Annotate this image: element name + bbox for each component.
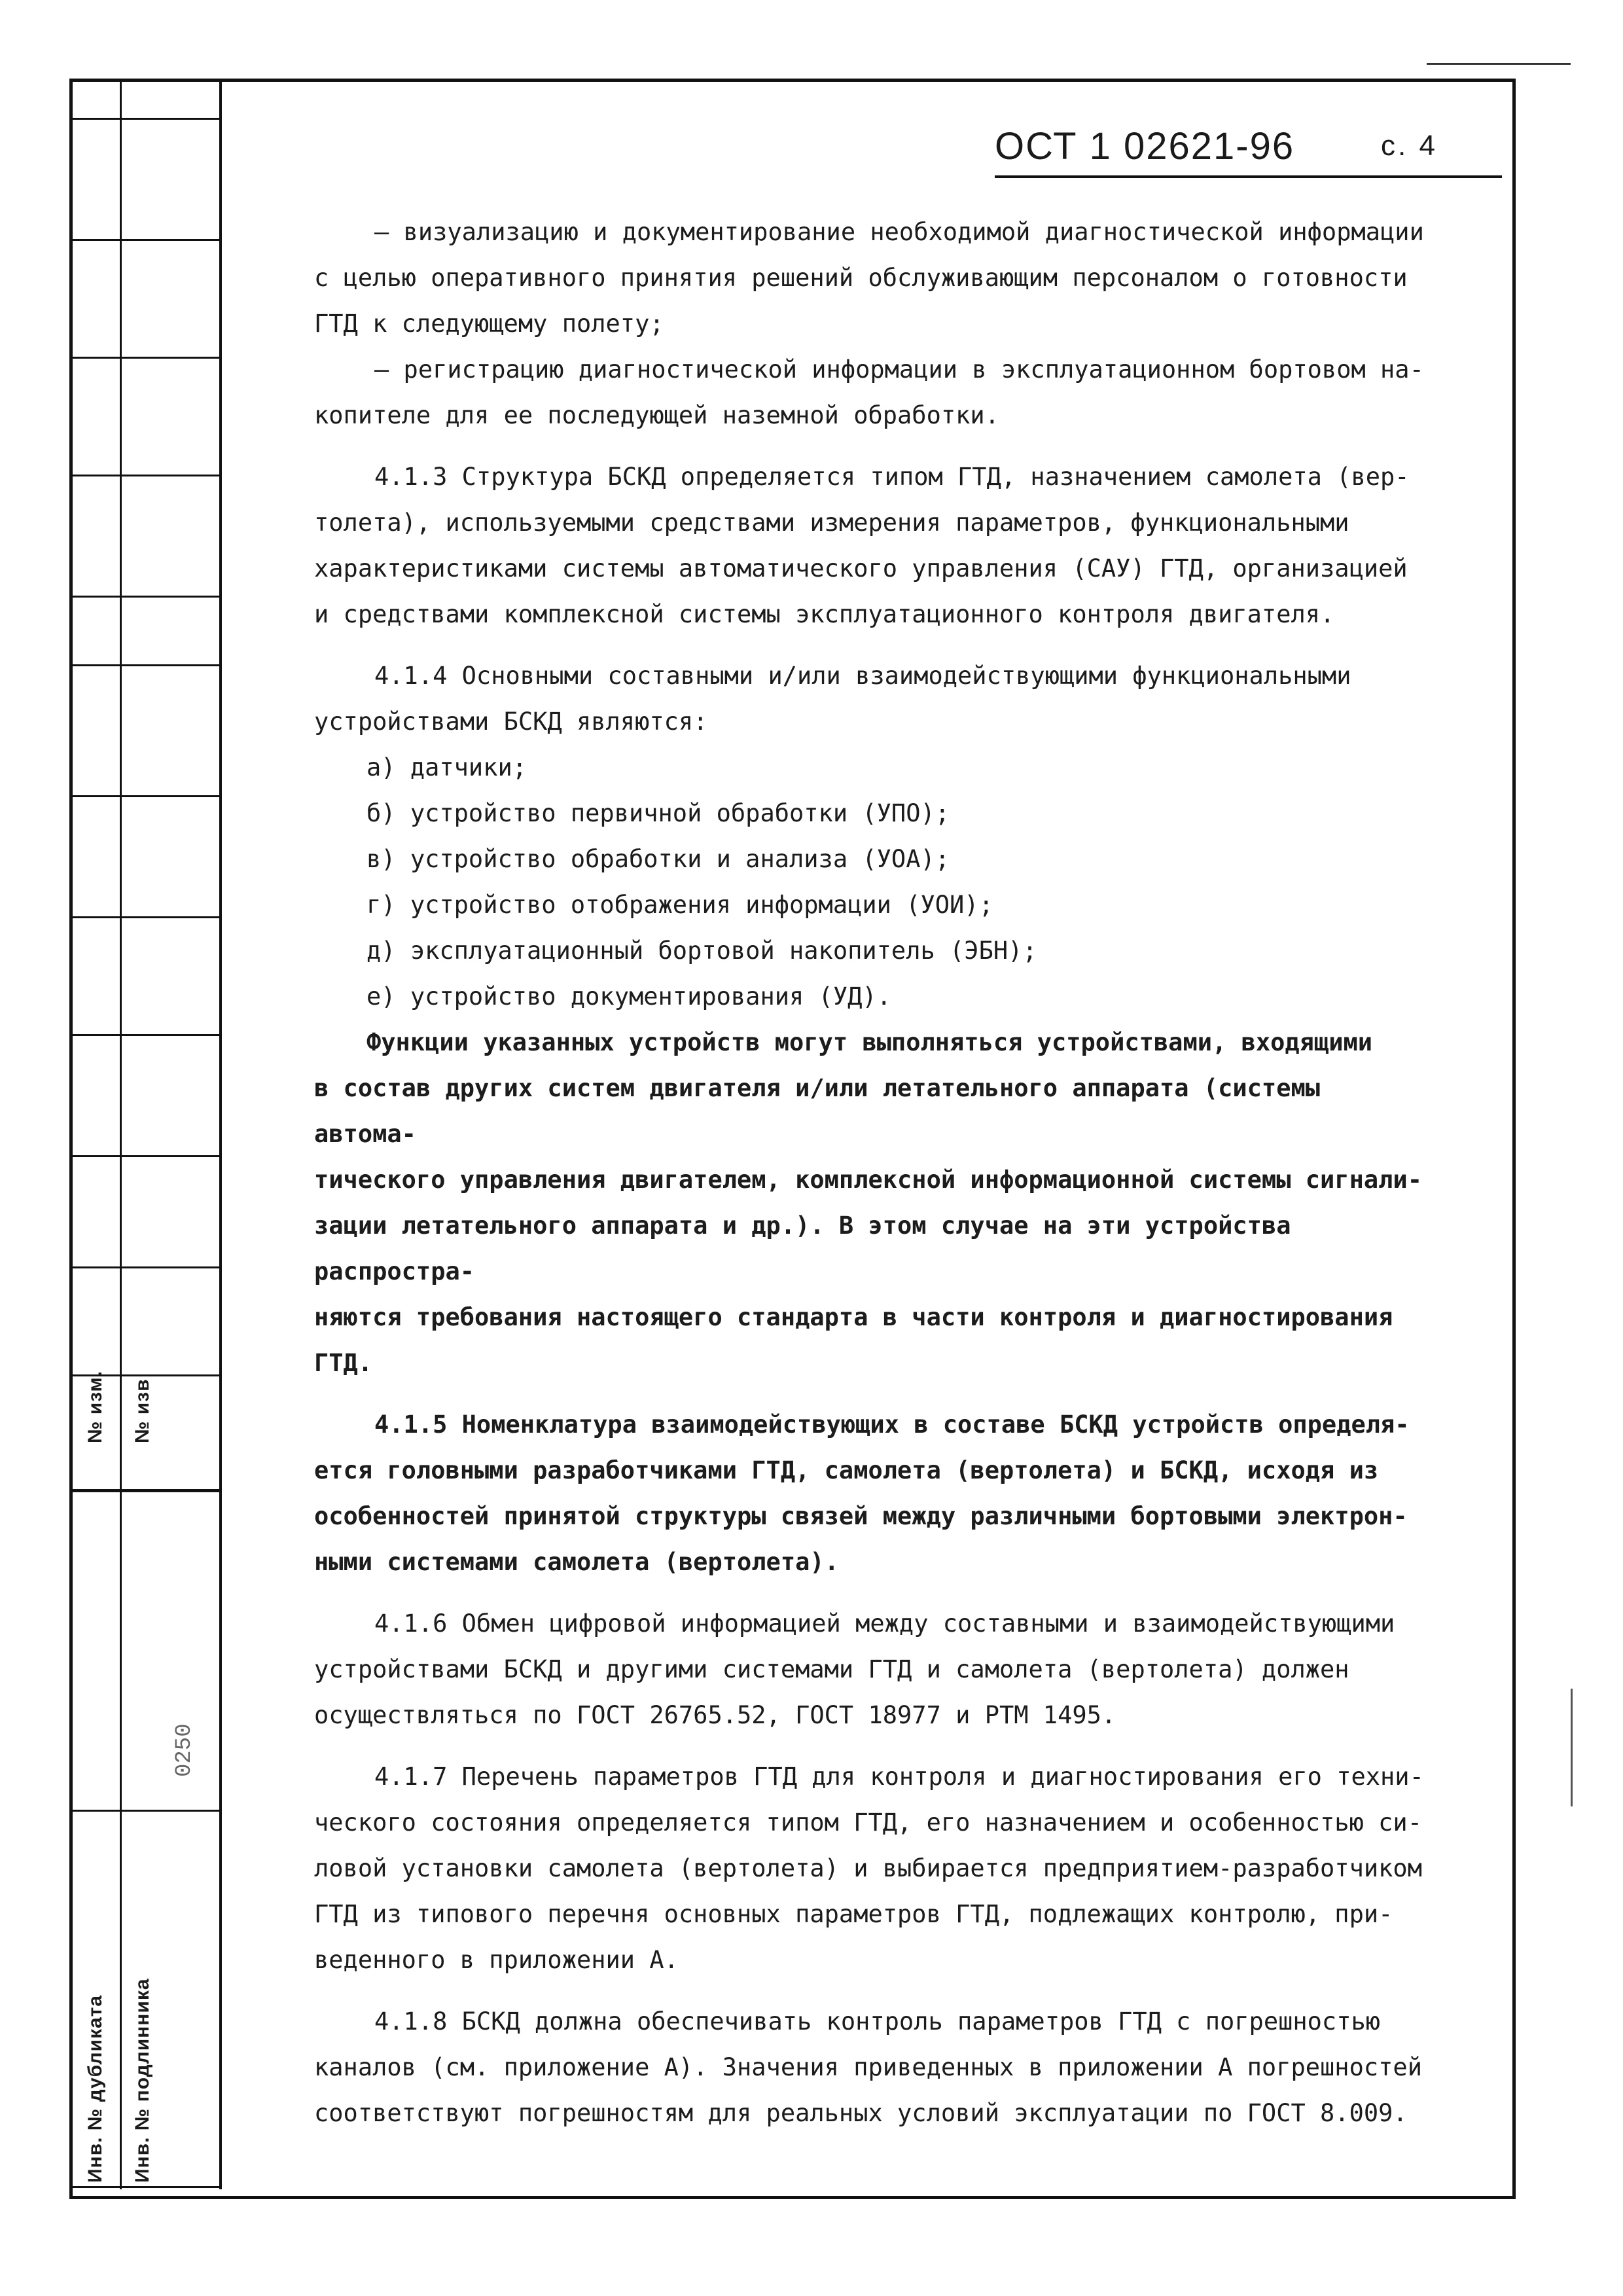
inv-dublikata-label: Инв. № дубликата [84, 1994, 106, 2183]
document-body [314, 209, 1427, 2136]
clause-4-1-3: 4.1.3 Структура БСКД определяется типом ГТД, назначением самолета (вер- [374, 463, 1410, 491]
izv-label: № изв [132, 1378, 153, 1443]
stamp-row-line [73, 239, 219, 241]
izm-label: № изм. [84, 1371, 106, 1443]
text-line: соответствуют погрешностям для реальных условий эксплуатации по ГОСТ 8.009. [314, 2099, 1408, 2127]
margin-stamp-column [73, 82, 222, 2189]
list-item: д) эксплуатационный бортовой накопитель (ЭБН); [366, 937, 1037, 965]
text-line: ется головными разработчиками ГТД, самолета (вертолета) и БСКД, исходя из [314, 1456, 1379, 1484]
text-line: – регистрацию диагностической информации в эксплуатационном бортовом на- [374, 355, 1424, 384]
text-line: – визуализацию и документирование необходимой диагностической информации [374, 218, 1424, 246]
clause-4-1-8: 4.1.8 БСКД должна обеспечивать контроль параметров ГТД с погрешностью [374, 2007, 1381, 2036]
inventory-number: 0250 [172, 1723, 197, 1777]
clause-4-1-5: 4.1.5 Номенклатура взаимодействующих в составе БСКД устройств определя- [374, 1410, 1410, 1439]
stamp-row-line [73, 1155, 219, 1157]
stamp-block-line [73, 1489, 219, 1492]
header-underline [995, 175, 1502, 178]
list-item: в) устройство обработки и анализа (УОА); [366, 845, 950, 873]
text-line: особенностей принятой структуры связей между различными бортовыми электрон- [314, 1502, 1408, 1530]
stamp-row-line [73, 1034, 219, 1036]
text-line: ГТД к следующему полету; [314, 310, 664, 338]
list-item: е) устройство документирования (УД). [366, 982, 891, 1011]
stamp-row-line [73, 1266, 219, 1268]
clause-4-1-7: 4.1.7 Перечень параметров ГТД для контроля и диагностирования его техни- [374, 1763, 1424, 1791]
list-item: г) устройство отображения информации (УОИ); [366, 891, 993, 919]
text-line: с целью оперативного принятия решений обслуживающим персоналом о готовности [314, 264, 1408, 292]
text-line: и средствами комплексной системы эксплуатационного контроля двигателя. [314, 600, 1335, 628]
document-code: ОСТ 1 02621-96 [995, 125, 1295, 168]
stamp-row-line [73, 596, 219, 598]
clause-4-1-4: 4.1.4 Основными составными и/или взаимодействующими функциональными [374, 662, 1351, 690]
stamp-row-line [73, 916, 219, 918]
text-line: характеристиками системы автоматического управления (САУ) ГТД, организацией [314, 554, 1408, 583]
text-line: ческого состояния определяется типом ГТД, его назначением и особенностью си- [314, 1808, 1422, 1837]
list-item: б) устройство первичной обработки (УПО); [366, 799, 950, 827]
text-line: осуществляться по ГОСТ 26765.52, ГОСТ 18977 и РТМ 1495. [314, 1701, 1116, 1729]
page-header [995, 124, 1505, 177]
stamp-row-line [73, 795, 219, 797]
inv-podlinnika-label: Инв. № подлинника [132, 1978, 153, 2183]
stamp-divider [120, 82, 122, 2189]
text-line: ловой установки самолета (вертолета) и выбирается предприятием-разработчиком [314, 1854, 1422, 1882]
text-line: копителе для ее последующей наземной обработки. [314, 401, 999, 429]
clause-4-1-6: 4.1.6 Обмен цифровой информацией между составными и взаимодействующими [374, 1609, 1395, 1638]
stamp-row-line [73, 2186, 219, 2188]
text-line: устройствами БСКД и другими системами ГТД и самолета (вертолета) должен [314, 1655, 1349, 1683]
text-line: Функции указанных устройств могут выполняться устройствами, входящими [366, 1028, 1373, 1056]
stamp-row-line [73, 357, 219, 359]
text-line: ГТД. [314, 1349, 373, 1377]
top-edge-rule [1427, 63, 1571, 65]
text-line: веденного в приложении А. [314, 1946, 679, 1974]
text-line: в состав других систем двигателя и/или летательного аппарата (системы автома- [314, 1074, 1321, 1148]
text-line: каналов (см. приложение А). Значения приведенных в приложении А погрешностей [314, 2053, 1422, 2081]
text-line: ными системами самолета (вертолета). [314, 1548, 839, 1576]
list-item: а) датчики; [366, 753, 527, 781]
stamp-row-line [73, 475, 219, 476]
text-line: няются требования настоящего стандарта в части контроля и диагностирования [314, 1303, 1393, 1331]
text-line: устройствами БСКД являются: [314, 708, 708, 736]
text-line: зации летательного аппарата и др.). В этом случае на эти устройства распростра- [314, 1211, 1291, 1285]
text-line: тического управления двигателем, комплексной информационной системы сигнали- [314, 1166, 1422, 1194]
stamp-row-line [73, 664, 219, 666]
stamp-row-line [73, 1810, 219, 1812]
text-line: ГТД из типового перечня основных параметров ГТД, подлежащих контролю, при- [314, 1900, 1393, 1928]
page-number: с. 4 [1381, 130, 1438, 162]
right-edge-mark [1571, 1689, 1573, 1806]
text-line: толета), используемыми средствами измерения параметров, функциональными [314, 509, 1349, 537]
stamp-row-line [73, 118, 219, 120]
